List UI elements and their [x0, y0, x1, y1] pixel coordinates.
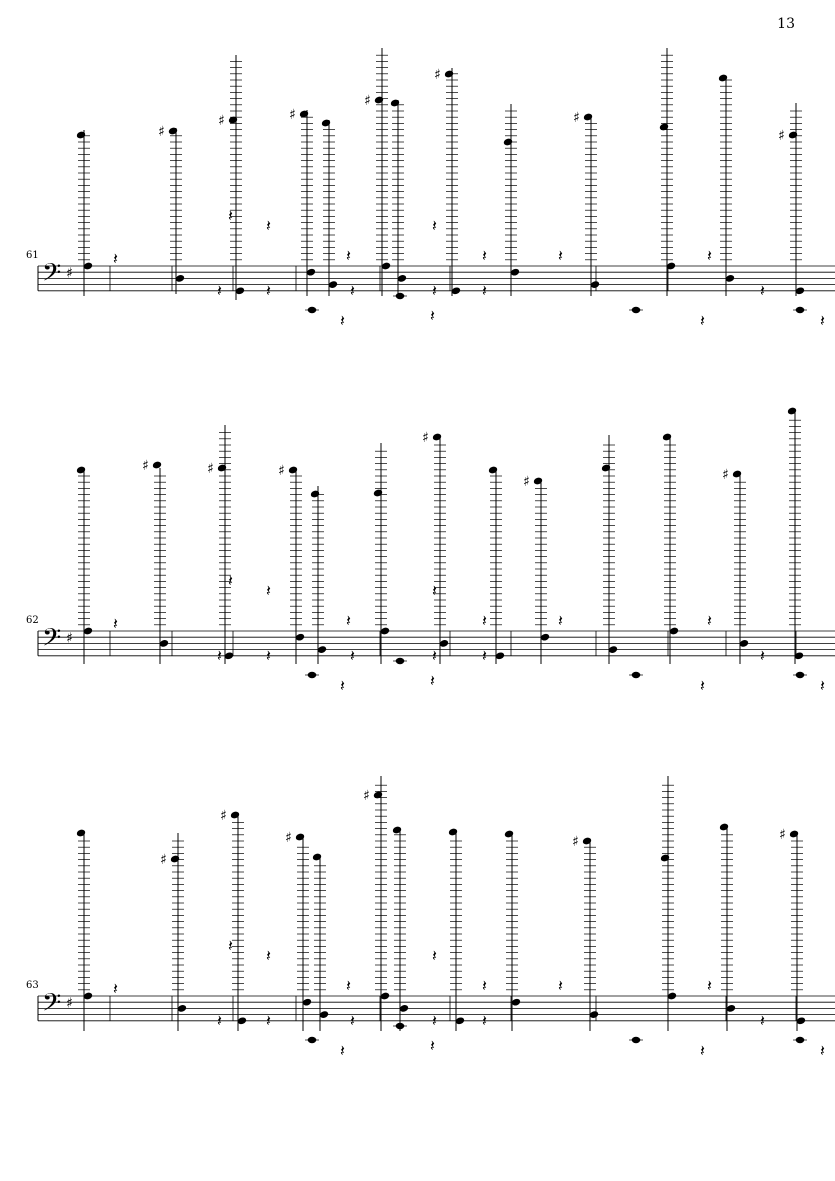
rest-icon: 𝄽	[700, 1041, 705, 1060]
notehead	[444, 70, 454, 79]
measure-number-61: 61	[26, 250, 39, 261]
rest-icon: 𝄽	[266, 946, 271, 965]
rest-icon: 𝄽	[340, 1041, 345, 1060]
sharp-icon: ♯	[573, 110, 580, 126]
notehead	[503, 138, 513, 147]
rest-icon: 𝄽	[430, 1036, 435, 1055]
sharp-icon: ♯	[158, 124, 165, 140]
rest-icon: 𝄽	[266, 1011, 271, 1030]
notehead	[76, 466, 86, 475]
rest-icon: 𝄽	[266, 646, 271, 665]
notehead	[789, 830, 799, 839]
rest-icon: 𝄽	[820, 1041, 825, 1060]
rest-icon: 𝄽	[113, 249, 118, 268]
rest-icon: 𝄽	[432, 281, 437, 300]
sharp-icon: ♯	[422, 430, 429, 446]
notehead	[787, 407, 797, 416]
rest-icon: 𝄽	[707, 611, 712, 630]
sharp-icon: ♯	[523, 474, 530, 490]
rest-icon: 𝄽	[760, 646, 765, 665]
notehead	[533, 477, 543, 486]
notehead	[662, 433, 672, 442]
rest-icon: 𝄽	[482, 611, 487, 630]
rest-icon: 𝄽	[558, 246, 563, 265]
notehead	[373, 791, 383, 800]
bass-clef-icon: 𝄢	[42, 623, 62, 659]
notehead	[76, 829, 86, 838]
rest-icon: 𝄽	[707, 246, 712, 265]
sharp-icon: ♯	[66, 265, 73, 282]
notehead	[448, 828, 458, 837]
notehead	[312, 853, 322, 862]
rest-icon: 𝄽	[700, 676, 705, 695]
sharp-icon: ♯	[572, 834, 579, 850]
rest-icon: 𝄽	[350, 1011, 355, 1030]
notehead	[373, 489, 383, 498]
rest-icon: 𝄽	[432, 216, 437, 235]
rest-icon: 𝄽	[266, 581, 271, 600]
rest-icon: 𝄽	[346, 611, 351, 630]
notehead	[718, 74, 728, 83]
rest-icon: 𝄽	[350, 281, 355, 300]
rest-icon: 𝄽	[217, 1011, 222, 1030]
notehead	[659, 123, 669, 132]
notehead	[583, 113, 593, 122]
rest-icon: 𝄽	[820, 676, 825, 695]
rest-icon: 𝄽	[432, 946, 437, 965]
rest-icon: 𝄽	[760, 281, 765, 300]
rest-icon: 𝄽	[266, 281, 271, 300]
rest-icon: 𝄽	[340, 311, 345, 330]
bass-clef-icon: 𝄢	[42, 988, 62, 1024]
page-number: 13	[777, 16, 795, 32]
rest-icon: 𝄽	[228, 936, 233, 955]
rest-icon: 𝄽	[346, 976, 351, 995]
notehead	[392, 826, 402, 835]
rest-icon: 𝄽	[820, 311, 825, 330]
sharp-icon: ♯	[722, 467, 729, 483]
notehead	[660, 854, 670, 863]
rest-icon: 𝄽	[217, 646, 222, 665]
rest-icon: 𝄽	[558, 611, 563, 630]
rest-icon: 𝄽	[700, 311, 705, 330]
notehead	[321, 119, 331, 128]
rest-icon: 𝄽	[482, 646, 487, 665]
sharp-icon: ♯	[285, 830, 292, 846]
notehead	[374, 96, 384, 105]
sharp-icon: ♯	[363, 788, 370, 804]
rest-icon: 𝄽	[482, 281, 487, 300]
notehead	[310, 490, 320, 499]
rest-icon: 𝄽	[228, 206, 233, 225]
sharp-icon: ♯	[160, 852, 167, 868]
sharp-icon: ♯	[364, 93, 371, 109]
notehead	[719, 823, 729, 832]
sharp-icon: ♯	[289, 107, 296, 123]
rest-icon: 𝄽	[228, 571, 233, 590]
notehead	[152, 461, 162, 470]
notehead	[504, 830, 514, 839]
notehead	[170, 855, 180, 864]
rest-icon: 𝄽	[217, 281, 222, 300]
notehead	[295, 833, 305, 842]
notehead	[390, 99, 400, 108]
rest-icon: 𝄽	[432, 581, 437, 600]
sharp-icon: ♯	[207, 461, 214, 477]
sharp-icon: ♯	[66, 630, 73, 647]
bass-clef-icon: 𝄢	[42, 258, 62, 294]
rest-icon: 𝄽	[707, 976, 712, 995]
notehead	[788, 131, 798, 140]
measure-number-63: 63	[26, 980, 39, 991]
rest-icon: 𝄽	[350, 646, 355, 665]
rest-icon: 𝄽	[432, 1011, 437, 1030]
notehead	[732, 470, 742, 479]
rest-icon: 𝄽	[113, 979, 118, 998]
notehead	[582, 837, 592, 846]
sharp-icon: ♯	[218, 113, 225, 129]
notehead	[230, 811, 240, 820]
rest-icon: 𝄽	[760, 1011, 765, 1030]
rest-icon: 𝄽	[266, 216, 271, 235]
rest-icon: 𝄽	[482, 1011, 487, 1030]
rest-icon: 𝄽	[482, 976, 487, 995]
notehead	[432, 433, 442, 442]
sharp-icon: ♯	[66, 995, 73, 1012]
rest-icon: 𝄽	[558, 976, 563, 995]
rest-icon: 𝄽	[346, 246, 351, 265]
sharp-icon: ♯	[778, 128, 785, 144]
sharp-icon: ♯	[779, 827, 786, 843]
rest-icon: 𝄽	[340, 676, 345, 695]
sharp-icon: ♯	[220, 808, 227, 824]
notehead	[601, 464, 611, 473]
sharp-icon: ♯	[278, 463, 285, 479]
rest-icon: 𝄽	[482, 246, 487, 265]
rest-icon: 𝄽	[430, 671, 435, 690]
sharp-icon: ♯	[142, 458, 149, 474]
notehead	[76, 131, 86, 140]
rest-icon: 𝄽	[430, 306, 435, 325]
notehead	[168, 127, 178, 136]
notehead	[288, 466, 298, 475]
rest-icon: 𝄽	[432, 646, 437, 665]
rest-icon: 𝄽	[113, 614, 118, 633]
sharp-icon: ♯	[434, 67, 441, 83]
measure-number-62: 62	[26, 615, 39, 626]
notehead	[217, 464, 227, 473]
notehead	[488, 466, 498, 475]
